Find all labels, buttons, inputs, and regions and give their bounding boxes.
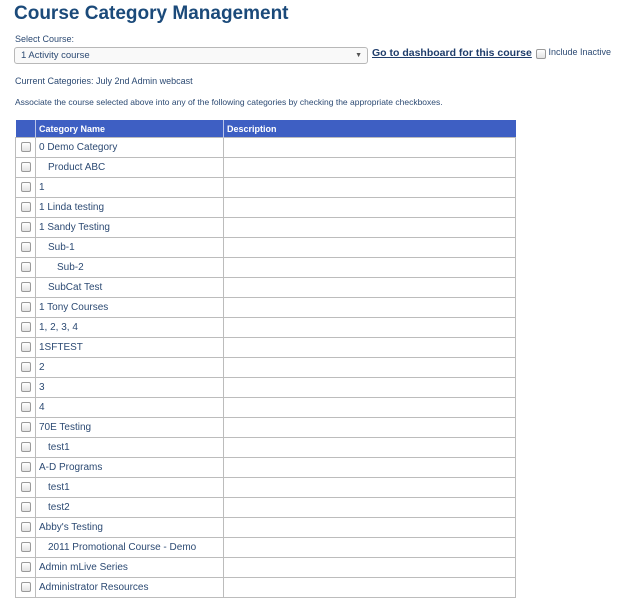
category-description (224, 198, 516, 218)
category-name: test2 (48, 502, 70, 513)
category-name-cell (36, 278, 224, 298)
row-checkbox-cell (16, 498, 36, 518)
table-row (16, 218, 516, 238)
category-description (224, 458, 516, 478)
category-checkbox[interactable] (21, 142, 31, 152)
table-row (16, 138, 516, 158)
category-name-cell (36, 158, 224, 178)
category-checkbox[interactable] (21, 422, 31, 432)
row-checkbox-cell (16, 178, 36, 198)
row-checkbox-cell (16, 358, 36, 378)
category-name-cell (36, 578, 224, 598)
row-checkbox-cell (16, 558, 36, 578)
table-row (16, 258, 516, 278)
row-checkbox-cell (16, 278, 36, 298)
category-name-cell (36, 238, 224, 258)
category-checkbox[interactable] (21, 482, 31, 492)
table-row (16, 478, 516, 498)
category-name-cell (36, 458, 224, 478)
table-row (16, 358, 516, 378)
row-checkbox-cell (16, 438, 36, 458)
category-name-cell (36, 178, 224, 198)
category-checkbox[interactable] (21, 302, 31, 312)
category-name: 3 (39, 382, 45, 393)
table-row (16, 298, 516, 318)
category-checkbox[interactable] (21, 522, 31, 532)
category-description (224, 278, 516, 298)
row-checkbox-cell (16, 138, 36, 158)
category-checkbox[interactable] (21, 222, 31, 232)
category-name: 1 Sandy Testing (39, 222, 110, 233)
include-inactive-label: Include Inactive (548, 47, 612, 57)
table-row (16, 338, 516, 358)
category-checkbox[interactable] (21, 462, 31, 472)
course-select[interactable] (14, 47, 368, 64)
category-checkbox[interactable] (21, 542, 31, 552)
category-description (224, 158, 516, 178)
category-description (224, 138, 516, 158)
table-row (16, 378, 516, 398)
category-name: test1 (48, 482, 70, 493)
table-row (16, 198, 516, 218)
category-description (224, 178, 516, 198)
category-name: 1 Linda testing (39, 202, 105, 213)
selected-course-value: 1 Activity course (21, 50, 90, 61)
row-checkbox-cell (16, 218, 36, 238)
category-name: 2011 Promotional Course - Demo (48, 542, 197, 553)
category-checkbox[interactable] (21, 202, 31, 212)
category-description (224, 498, 516, 518)
category-description (224, 538, 516, 558)
category-checkbox[interactable] (21, 342, 31, 352)
category-name: 70E Testing (39, 422, 92, 433)
category-description (224, 578, 516, 598)
category-description (224, 218, 516, 238)
category-table (15, 120, 516, 598)
category-description (224, 478, 516, 498)
category-name-cell (36, 338, 224, 358)
dashboard-link[interactable]: Go to dashboard for this course (372, 47, 532, 59)
category-description (224, 418, 516, 438)
category-name-cell (36, 438, 224, 458)
category-description (224, 298, 516, 318)
include-inactive-checkbox[interactable] (536, 49, 546, 59)
table-row (16, 558, 516, 578)
category-description (224, 398, 516, 418)
row-checkbox-cell (16, 158, 36, 178)
header-select (16, 120, 36, 138)
instructions-text: Associate the course selected above into any of the following categories by checking the appropriate checkboxes. (15, 97, 443, 107)
row-checkbox-cell (16, 238, 36, 258)
category-name-cell (36, 378, 224, 398)
category-checkbox[interactable] (21, 402, 31, 412)
category-checkbox[interactable] (21, 582, 31, 592)
page-title: Course Category Management (14, 3, 289, 24)
row-checkbox-cell (16, 458, 36, 478)
table-row (16, 278, 516, 298)
category-name-cell (36, 398, 224, 418)
table-row (16, 578, 516, 598)
category-checkbox[interactable] (21, 362, 31, 372)
table-row (16, 178, 516, 198)
category-name-cell (36, 198, 224, 218)
category-checkbox[interactable] (21, 262, 31, 272)
select-course-label: Select Course: (15, 34, 75, 44)
category-name: Administrator Resources (39, 582, 149, 593)
header-description: Description (224, 120, 516, 138)
category-name: Sub-2 (57, 262, 84, 273)
current-categories-text: Current Categories: July 2nd Admin webcast (15, 76, 193, 86)
row-checkbox-cell (16, 298, 36, 318)
category-checkbox[interactable] (21, 562, 31, 572)
row-checkbox-cell (16, 198, 36, 218)
category-name: Sub-1 (48, 242, 75, 253)
category-checkbox[interactable] (21, 442, 31, 452)
category-description (224, 378, 516, 398)
category-name-cell (36, 218, 224, 238)
category-description (224, 338, 516, 358)
category-name-cell (36, 558, 224, 578)
category-description (224, 318, 516, 338)
category-name-cell (36, 498, 224, 518)
category-name-cell (36, 518, 224, 538)
row-checkbox-cell (16, 258, 36, 278)
table-row (16, 438, 516, 458)
category-name-cell (36, 478, 224, 498)
category-checkbox[interactable] (21, 502, 31, 512)
category-description (224, 558, 516, 578)
category-description (224, 518, 516, 538)
category-name-cell (36, 298, 224, 318)
row-checkbox-cell (16, 538, 36, 558)
table-row (16, 398, 516, 418)
category-name: 4 (39, 402, 45, 413)
table-row (16, 518, 516, 538)
category-checkbox[interactable] (21, 162, 31, 172)
category-name: Product ABC (48, 162, 106, 173)
header-category-name: Category Name (36, 120, 224, 138)
table-row (16, 498, 516, 518)
category-name-cell (36, 418, 224, 438)
category-name-cell (36, 258, 224, 278)
table-row (16, 538, 516, 558)
category-name: 2 (39, 362, 45, 373)
table-row (16, 318, 516, 338)
category-name-cell (36, 538, 224, 558)
table-row (16, 158, 516, 178)
row-checkbox-cell (16, 418, 36, 438)
row-checkbox-cell (16, 398, 36, 418)
category-description (224, 358, 516, 378)
category-name: 1 (39, 182, 45, 193)
category-name-cell (36, 318, 224, 338)
category-checkbox[interactable] (21, 242, 31, 252)
row-checkbox-cell (16, 518, 36, 538)
table-row (16, 238, 516, 258)
category-checkbox[interactable] (21, 382, 31, 392)
category-description (224, 238, 516, 258)
table-row (16, 418, 516, 438)
category-name: 0 Demo Category (39, 142, 118, 153)
row-checkbox-cell (16, 578, 36, 598)
chevron-down-icon: ▼ (355, 52, 362, 59)
category-name: Admin mLive Series (39, 562, 128, 573)
row-checkbox-cell (16, 338, 36, 358)
category-name: Abby's Testing (39, 522, 103, 533)
category-name-cell (36, 138, 224, 158)
table-header-row (16, 120, 516, 138)
category-name: test1 (48, 442, 70, 453)
row-checkbox-cell (16, 378, 36, 398)
row-checkbox-cell (16, 318, 36, 338)
category-checkbox[interactable] (21, 282, 31, 292)
category-name: SubCat Test (48, 282, 103, 293)
category-name: 1SFTEST (39, 342, 83, 353)
category-description (224, 438, 516, 458)
table-row (16, 458, 516, 478)
category-checkbox[interactable] (21, 182, 31, 192)
row-checkbox-cell (16, 478, 36, 498)
category-name: 1 Tony Courses (39, 302, 109, 313)
category-checkbox[interactable] (21, 322, 31, 332)
category-name: A-D Programs (39, 462, 103, 473)
category-name-cell (36, 358, 224, 378)
category-description (224, 258, 516, 278)
include-inactive-option[interactable] (536, 47, 611, 58)
category-name: 1, 2, 3, 4 (39, 322, 78, 333)
